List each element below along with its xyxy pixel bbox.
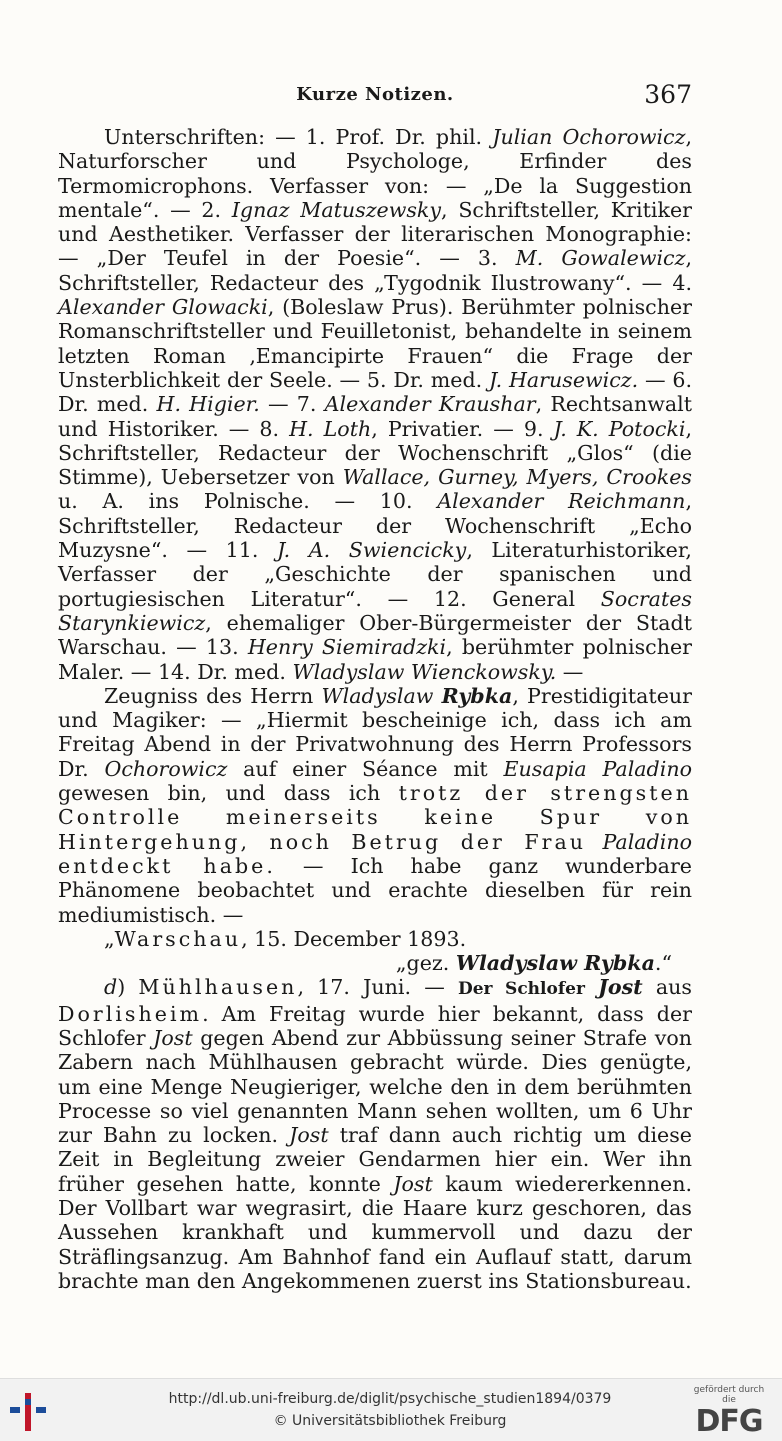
- text-run: , Prestidigitateur und Magiker: — „Hiermit bescheinige ich, dass ich am Freitag Abend in der Privatwohnung des Herrn Professors Dr.: [58, 683, 693, 781]
- text-run: traf dann auch richtig um diese Zeit in Begleitung zweier Gendarmen hier ein. Wer ihn früher gesehen hatte, konnte: [58, 1123, 692, 1196]
- person-name: Ignaz Matuszewsky: [231, 197, 442, 222]
- digitization-footer: [0, 1378, 782, 1441]
- person-name: Julian Ochorowicz: [492, 125, 686, 149]
- text-run: , Schriftsteller, Redacteur des „Tygodnik Ilustrowany“. — 4.: [58, 246, 692, 295]
- person-name-bold: Jost: [598, 975, 643, 1000]
- person-name: Alexander Reichmann: [437, 489, 686, 514]
- page-number: 367: [644, 80, 692, 109]
- text-run: . Am Freitag wurde hier bekannt, dass der Schlofer: [58, 1001, 692, 1050]
- person-name: Alexander Glowacki: [58, 295, 268, 320]
- paragraph-muehlhausen: [58, 975, 692, 1293]
- dfg-logo: [686, 1385, 772, 1437]
- text-run: , Privatier. — 9.: [371, 416, 554, 441]
- text-run: gegen Abend zur Abbüssung seiner Strafe von Zabern nach Mühlhausen gebracht würde. Dies genügte, um eine Menge Neugieriger, welche den in dem berühmten Processe so viel genannten Mann sehen wollten, um 6 Uhr zur Bahn zu locken.: [58, 1025, 692, 1148]
- person-name: Jost: [393, 1171, 433, 1196]
- person-name: Wladyslaw: [321, 683, 434, 708]
- person-name: J. K. Potocki: [553, 416, 686, 441]
- paragraph-testimony: [58, 684, 692, 927]
- person-name: Paladino: [602, 829, 692, 854]
- spaced-text: trotz der strengsten Controlle meinerseits keine Spur von Hintergehung, noch Betrug der Frau: [58, 781, 692, 854]
- spaced-text: Warschau: [114, 926, 242, 951]
- copyright-notice: © Universitätsbibliothek Freiburg: [273, 1413, 507, 1429]
- person-name-bold: Rybka: [441, 683, 513, 708]
- paragraph-signatures: [58, 125, 692, 684]
- spaced-text: entdeckt habe.: [58, 853, 276, 878]
- person-name: Socrates Starynkiewicz: [58, 586, 692, 635]
- signature-name: Wladyslaw Rybka: [455, 951, 655, 976]
- person-name: Jost: [153, 1025, 193, 1050]
- paragraph-signature: [58, 951, 692, 975]
- paragraph-dateline: [58, 927, 692, 951]
- text-run: , Literaturhistoriker, Verfasser der „Geschichte der spanischen und portugiesischen Literatur“. — 12. General: [58, 538, 692, 611]
- text-run: auf einer Séance mit: [227, 756, 504, 781]
- text-run: , ehemaliger Ober-Bürgermeister der Stadt Warschau. — 13.: [58, 610, 692, 660]
- dfg-funding-text: gefördert durch die: [693, 1385, 765, 1405]
- text-run: „gez.: [395, 951, 456, 976]
- person-name: Wladyslaw Wienckowsky.: [292, 659, 557, 684]
- text-run: [433, 684, 441, 708]
- text-run: Zeugniss des Herrn: [104, 683, 322, 708]
- text-run: , Schriftsteller, Redacteur der Wochenschrift „Glos“ (die Stimme), Uebersetzer von: [58, 416, 692, 490]
- spaced-text: Dorlisheim: [58, 1001, 203, 1026]
- text-run: u. A. ins Polnische. — 10.: [58, 489, 438, 514]
- text-run: gewesen bin, und dass ich: [58, 781, 399, 806]
- text-run: Unterschriften: — 1. Prof. Dr. phil.: [104, 125, 493, 149]
- text-run: , Rechtsanwalt und Historiker. — 8.: [58, 392, 692, 441]
- person-name: J. Harusewicz.: [488, 367, 639, 392]
- dfg-logo-text: DFG: [695, 1404, 763, 1439]
- text-body: [58, 125, 692, 1293]
- text-run: , Schriftsteller, Redacteur der Wochenschrift „Echo Muzysne“. — 11.: [58, 489, 692, 563]
- spaced-text: Mühlhausen: [138, 975, 298, 1000]
- source-url-link[interactable]: http://dl.ub.uni-freiburg.de/diglit/psychische_studien1894/0379: [168, 1391, 612, 1407]
- person-name: Alexander Kraushar: [324, 392, 536, 417]
- text-run: — 6. Dr. med.: [58, 367, 693, 417]
- person-name: Jost: [289, 1123, 329, 1148]
- text-run: —: [556, 659, 584, 684]
- text-run: „: [104, 926, 115, 951]
- text-run: , 17. Juni. —: [297, 975, 458, 1000]
- person-name: Eusapia Paladino: [503, 756, 692, 781]
- person-name: J. A. Swiencicky: [277, 538, 467, 563]
- library-logo-icon: [8, 1393, 52, 1431]
- text-run: aus: [642, 975, 692, 1000]
- text-run: — 7.: [259, 392, 325, 417]
- running-header: [58, 80, 692, 112]
- person-name: Henry Siemiradzki: [247, 635, 447, 660]
- text-run: , Naturforscher und Psychologe, Erfinder des Termomicrophons. Verfasser von: — „De la Suggestion mentale“. — 2.: [58, 125, 692, 222]
- running-title: Kurze Notizen.: [296, 84, 454, 105]
- person-name: Wallace, Gurney, Myers, Crookes: [342, 465, 692, 490]
- person-name: Ochorowicz: [104, 756, 228, 781]
- text-run: kaum wiedererkennen. Der Vollbart war wegrasirt, die Haare kurz geschoren, das Aussehen krankhaft und kummervoll und dazu der Sträflingsanzug. Am Bahnhof fand ein Auflauf statt, darum brachte man den Angekommenen zuerst ins Stationsbureau.: [58, 1171, 692, 1293]
- person-name: H. Loth: [289, 416, 372, 441]
- text-run: , berühmter polnischer Maler. — 14. Dr. med.: [58, 635, 692, 684]
- text-run: , Schriftsteller, Kritiker und Aesthetiker. Verfasser der literarischen Monographie: — „Der Teufel in der Poesie“. — 3.: [58, 197, 692, 271]
- text-run: — Ich habe ganz wunderbare Phänomene beobachtet und erachte dieselben für rein mediumistisch. —: [58, 853, 692, 927]
- bold-heading: Der Schlofer: [457, 979, 585, 1000]
- text-run: .“: [654, 951, 672, 976]
- text-run: , 15. December 1893.: [241, 926, 467, 951]
- text-run: , (Boleslaw Prus). Berühmter polnischer Romanschriftsteller und Feuilletonist, behandelte in seinem letzten Roman ‚Emancipirte Frauen“ die Frage der Unsterblichkeit der Seele. — 5. Dr. med.: [58, 295, 692, 392]
- text-run: ): [117, 975, 139, 1000]
- text-run: [585, 975, 598, 999]
- person-name: H. Higier.: [156, 392, 260, 417]
- section-letter: d: [104, 975, 118, 1000]
- person-name: M. Gowalewicz: [515, 246, 686, 271]
